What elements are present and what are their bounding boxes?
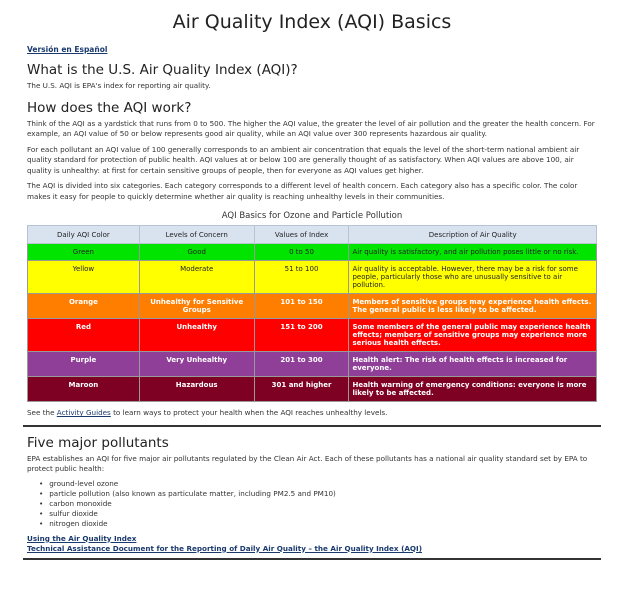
using-aqi-link[interactable]: Using the Air Quality Index [27, 533, 137, 543]
list-item: • sulfur dioxide [39, 509, 597, 519]
cell-level: Unhealthy [139, 319, 254, 352]
cell-color: Purple [28, 352, 140, 377]
section-text-five-pollutants: EPA establishes an AQI for five major air pollutants regulated by the Clean Air Act. Each of these pollutants has a national air quality standard set by EPA to protect public health: [27, 453, 588, 473]
paragraph-pollutant-values: For each pollutant an AQI value of 100 generally corresponds to an ambient air concentration that equals the level of the short-term national ambient air quality standard for protection of public health. AQI values at or below 100 are generally thought of as satisfactory. When AQI values are above 100, air quality is unhealthy: at first for certain sensitive groups of people, then for everyone as AQI values get higher. [27, 144, 580, 175]
list-item: • carbon monoxide [39, 499, 597, 509]
header-description: Description of Air Quality [349, 226, 597, 244]
activity-guides-prefix: See the [27, 408, 57, 417]
cell-color: Green [28, 244, 140, 261]
paragraph-yardstick: Think of the AQI as a yardstick that runs from 0 to 500. The higher the AQI value, the greater the level of air pollution and the greater the health concern. For example, an AQI value of 50 or below represents good air quality, while an AQI value over 300 represents hazardous air quality. [27, 118, 595, 138]
cell-level: Good [139, 244, 254, 261]
table-title: AQI Basics for Ozone and Particle Pollution [221, 211, 403, 221]
pollutant-list [39, 479, 597, 529]
cell-description: Members of sensitive groups may experience health effects. The general public is less likely to be affected. [349, 294, 597, 319]
table-row-maroon [28, 377, 597, 402]
header-level: Levels of Concern [139, 226, 254, 244]
cell-values: 101 to 150 [254, 294, 349, 319]
cell-description: Some members of the general public may experience health effects; members of sensitive groups may experience more serious health effects. [349, 319, 597, 352]
cell-description: Air quality is acceptable. However, there may be a risk for some people, particularly those who are unusually sensitive to air pollution. [349, 261, 597, 294]
cell-description: Air quality is satisfactory, and air pollution poses little or no risk. [349, 244, 597, 261]
table-row-red [28, 319, 597, 352]
section-heading-five-pollutants: Five major pollutants [27, 434, 169, 451]
bottom-links [27, 534, 597, 554]
table-row-yellow [28, 261, 597, 294]
technical-document-link[interactable]: Technical Assistance Document for the Reporting of Daily Air Quality – the Air Quality Index (AQI) [27, 543, 422, 553]
table-row-orange [28, 294, 597, 319]
activity-guides-link[interactable]: Activity Guides [56, 408, 111, 417]
activity-guides-suffix: to learn ways to protect your health when the AQI reaches unhealthy levels. [110, 408, 388, 417]
cell-level: Unhealthy for Sensitive Groups [139, 294, 254, 319]
cell-level: Moderate [139, 261, 254, 294]
table-row-green [28, 244, 597, 261]
cell-values: 151 to 200 [254, 319, 349, 352]
cell-values: 0 to 50 [254, 244, 349, 261]
cell-values: 201 to 300 [254, 352, 349, 377]
cell-color: Orange [28, 294, 140, 319]
cell-values: 51 to 100 [254, 261, 349, 294]
cell-level: Very Unhealthy [139, 352, 254, 377]
table-header-row [28, 226, 597, 244]
list-item: • particle pollution (also known as particulate matter, including PM2.5 and PM10) [39, 489, 597, 499]
cell-description: Health warning of emergency conditions: everyone is more likely to be affected. [349, 377, 597, 402]
cell-description: Health alert: The risk of health effects is increased for everyone. [349, 352, 597, 377]
section-heading-how-aqi-works: How does the AQI work? [27, 99, 192, 116]
activity-guides-sentence [27, 408, 597, 419]
spanish-version-link[interactable]: Versión en Español [27, 45, 108, 54]
table-row-purple [28, 352, 597, 377]
paragraph-categories: The AQI is divided into six categories. Each category corresponds to a different level of health concern. Each category also has a specific color. The color makes it easy for people to quickly determine whether air quality is reaching unhealthy levels in their communities. [27, 181, 578, 201]
cell-values: 301 and higher [254, 377, 349, 402]
list-item: • ground-level ozone [39, 479, 597, 489]
section-text-what-is-aqi: The U.S. AQI is EPA's index for reporting air quality. [27, 81, 211, 90]
header-values: Values of Index [254, 226, 349, 244]
cell-color: Red [28, 319, 140, 352]
page-title: Air Quality Index (AQI) Basics [172, 11, 452, 33]
list-item: • nitrogen dioxide [39, 519, 597, 529]
bottom-divider [23, 558, 601, 560]
cell-color: Yellow [28, 261, 140, 294]
cell-level: Hazardous [139, 377, 254, 402]
cell-color: Maroon [28, 377, 140, 402]
section-divider [23, 425, 601, 427]
section-heading-what-is-aqi: What is the U.S. Air Quality Index (AQI)? [27, 62, 298, 78]
header-color: Daily AQI Color [28, 226, 140, 244]
aqi-table [27, 225, 597, 402]
